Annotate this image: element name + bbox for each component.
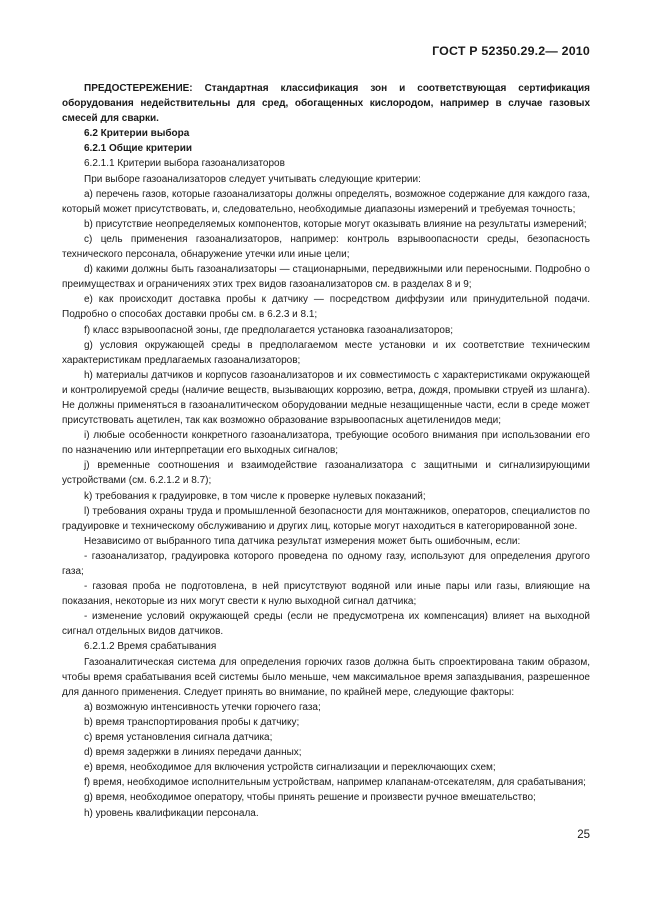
list-item: f) время, необходимое исполнительным устройствам, например клапанам-отсекателям, для срабатывания; — [84, 777, 586, 789]
document-body — [62, 81, 590, 821]
subsection-heading: 6.2.1 Общие критерии — [84, 143, 193, 155]
page-number: 25 — [577, 829, 590, 841]
list-item: - газовая проба не подготовлена, в ней присутствуют водяной или иные пары или газы, влияющие на показания, некоторые из них могут свести к нулю выходной сигнал датчика; — [62, 581, 590, 608]
list-item: e) как происходит доставка пробы к датчику — посредством диффузии или принудительной подачи. Подробно о способах доставки пробы см. в 6.2.3 и 8.1; — [62, 294, 590, 321]
clause-heading: 6.2.1.2 Время срабатывания — [84, 641, 217, 653]
list-item: b) время транспортирования пробы к датчику; — [84, 716, 300, 728]
paragraph: Независимо от выбранного типа датчика результат измерения может быть ошибочным, если: — [84, 535, 521, 547]
list-item: а) перечень газов, которые газоанализаторы должны определять, возможное содержание для каждого газа, который может присутствовать, и, следовательно, необходимые диапазоны измерений и требуемая точность; — [62, 188, 590, 215]
list-item: b) присутствие неопределяемых компонентов, которые могут оказывать влияние на результаты измерений; — [84, 218, 587, 230]
list-item: d) какими должны быть газоанализаторы — стационарными, передвижными или переносными. Подробно о преимуществах и ограничениях этих трех видов газоанализаторов см. в разделах 8 и 9; — [62, 264, 590, 291]
list-item: a) возможную интенсивность утечки горючего газа; — [84, 701, 321, 713]
section-heading: 6.2 Критерии выбора — [84, 128, 190, 140]
paragraph: Газоаналитическая система для определения горючих газов должна быть спроектирована таким образом, чтобы время срабатывания всей системы было меньше, чем максимальное время запаздывания, разрешенное для данного применения. Следует принять во внимание, по крайней мере, следующие факторы: — [62, 656, 590, 698]
list-item: e) время, необходимое для включения устройств сигнализации и переключающих схем; — [84, 762, 496, 774]
list-item: h) материалы датчиков и корпусов газоанализаторов и их совместимость с характеристиками окружающей и контролируемой среды (наличие веществ, вызывающих коррозию, ветра, дождя, промывки струей из шланга). Не должны применяться в газоаналитическом оборудовании медные незащищенные части, если в среде может присутствовать ацетилен, так как возможно образование взрывоопасных ацетиленидов меди; — [62, 369, 590, 427]
list-item: - газоанализатор, градуировка которого проведена по одному газу, используют для определения другого газа; — [62, 550, 590, 577]
list-item: k) требования к градуировке, в том числе к проверке нулевых показаний; — [84, 490, 426, 502]
list-item: c) цель применения газоанализаторов, например: контроль взрывоопасности среды, безопасность технического персонала, обнаружение утечки или иные цели; — [62, 233, 590, 261]
list-item: d) время задержки в линиях передачи данных; — [84, 747, 302, 759]
list-item: j) временные соотношения и взаимодействие газоанализатора с защитными и сигнализирующими устройствами (см. 6.2.1.2 и 8.7); — [62, 460, 590, 487]
list-item: c) время установления сигнала датчика; — [84, 732, 273, 744]
list-item: - изменение условий окружающей среды (если не предусмотрена их компенсация) влияет на выходной сигнал отдельных видов датчиков. — [62, 611, 590, 638]
list-item: l) требования охраны труда и промышленной безопасности для монтажников, операторов, специалистов по градуировке и техническому обслуживанию и других лиц, которые могут находиться в категорированной зоне. — [62, 505, 590, 532]
document-header: ГОСТ Р 52350.29.2— 2010 — [432, 44, 590, 58]
list-item: f) класс взрывоопасной зоны, где предполагается установка газоанализаторов; — [84, 324, 454, 336]
warning-paragraph: ПРЕДОСТЕРЕЖЕНИЕ: Стандартная классификация зон и соответствующая сертификация оборудования недействительны для сред, обогащенных кислородом, например в случае газовых смесей для сварки. — [62, 83, 590, 125]
clause-heading: 6.2.1.1 Критерии выбора газоанализаторов — [84, 158, 285, 170]
list-item: g) время, необходимое оператору, чтобы принять решение и произвести ручное вмешательство; — [84, 792, 536, 804]
paragraph: При выборе газоанализаторов следует учитывать следующие критерии: — [84, 173, 421, 185]
list-item: h) уровень квалификации персонала. — [84, 807, 259, 819]
list-item: i) любые особенности конкретного газоанализатора, требующие особого внимания при использовании его по назначению или интерпретации его выходных сигналов; — [62, 430, 590, 457]
list-item: g) условия окружающей среды в предполагаемом месте установки и их соответствие техническим характеристикам предлагаемых газоанализаторов; — [62, 339, 590, 366]
